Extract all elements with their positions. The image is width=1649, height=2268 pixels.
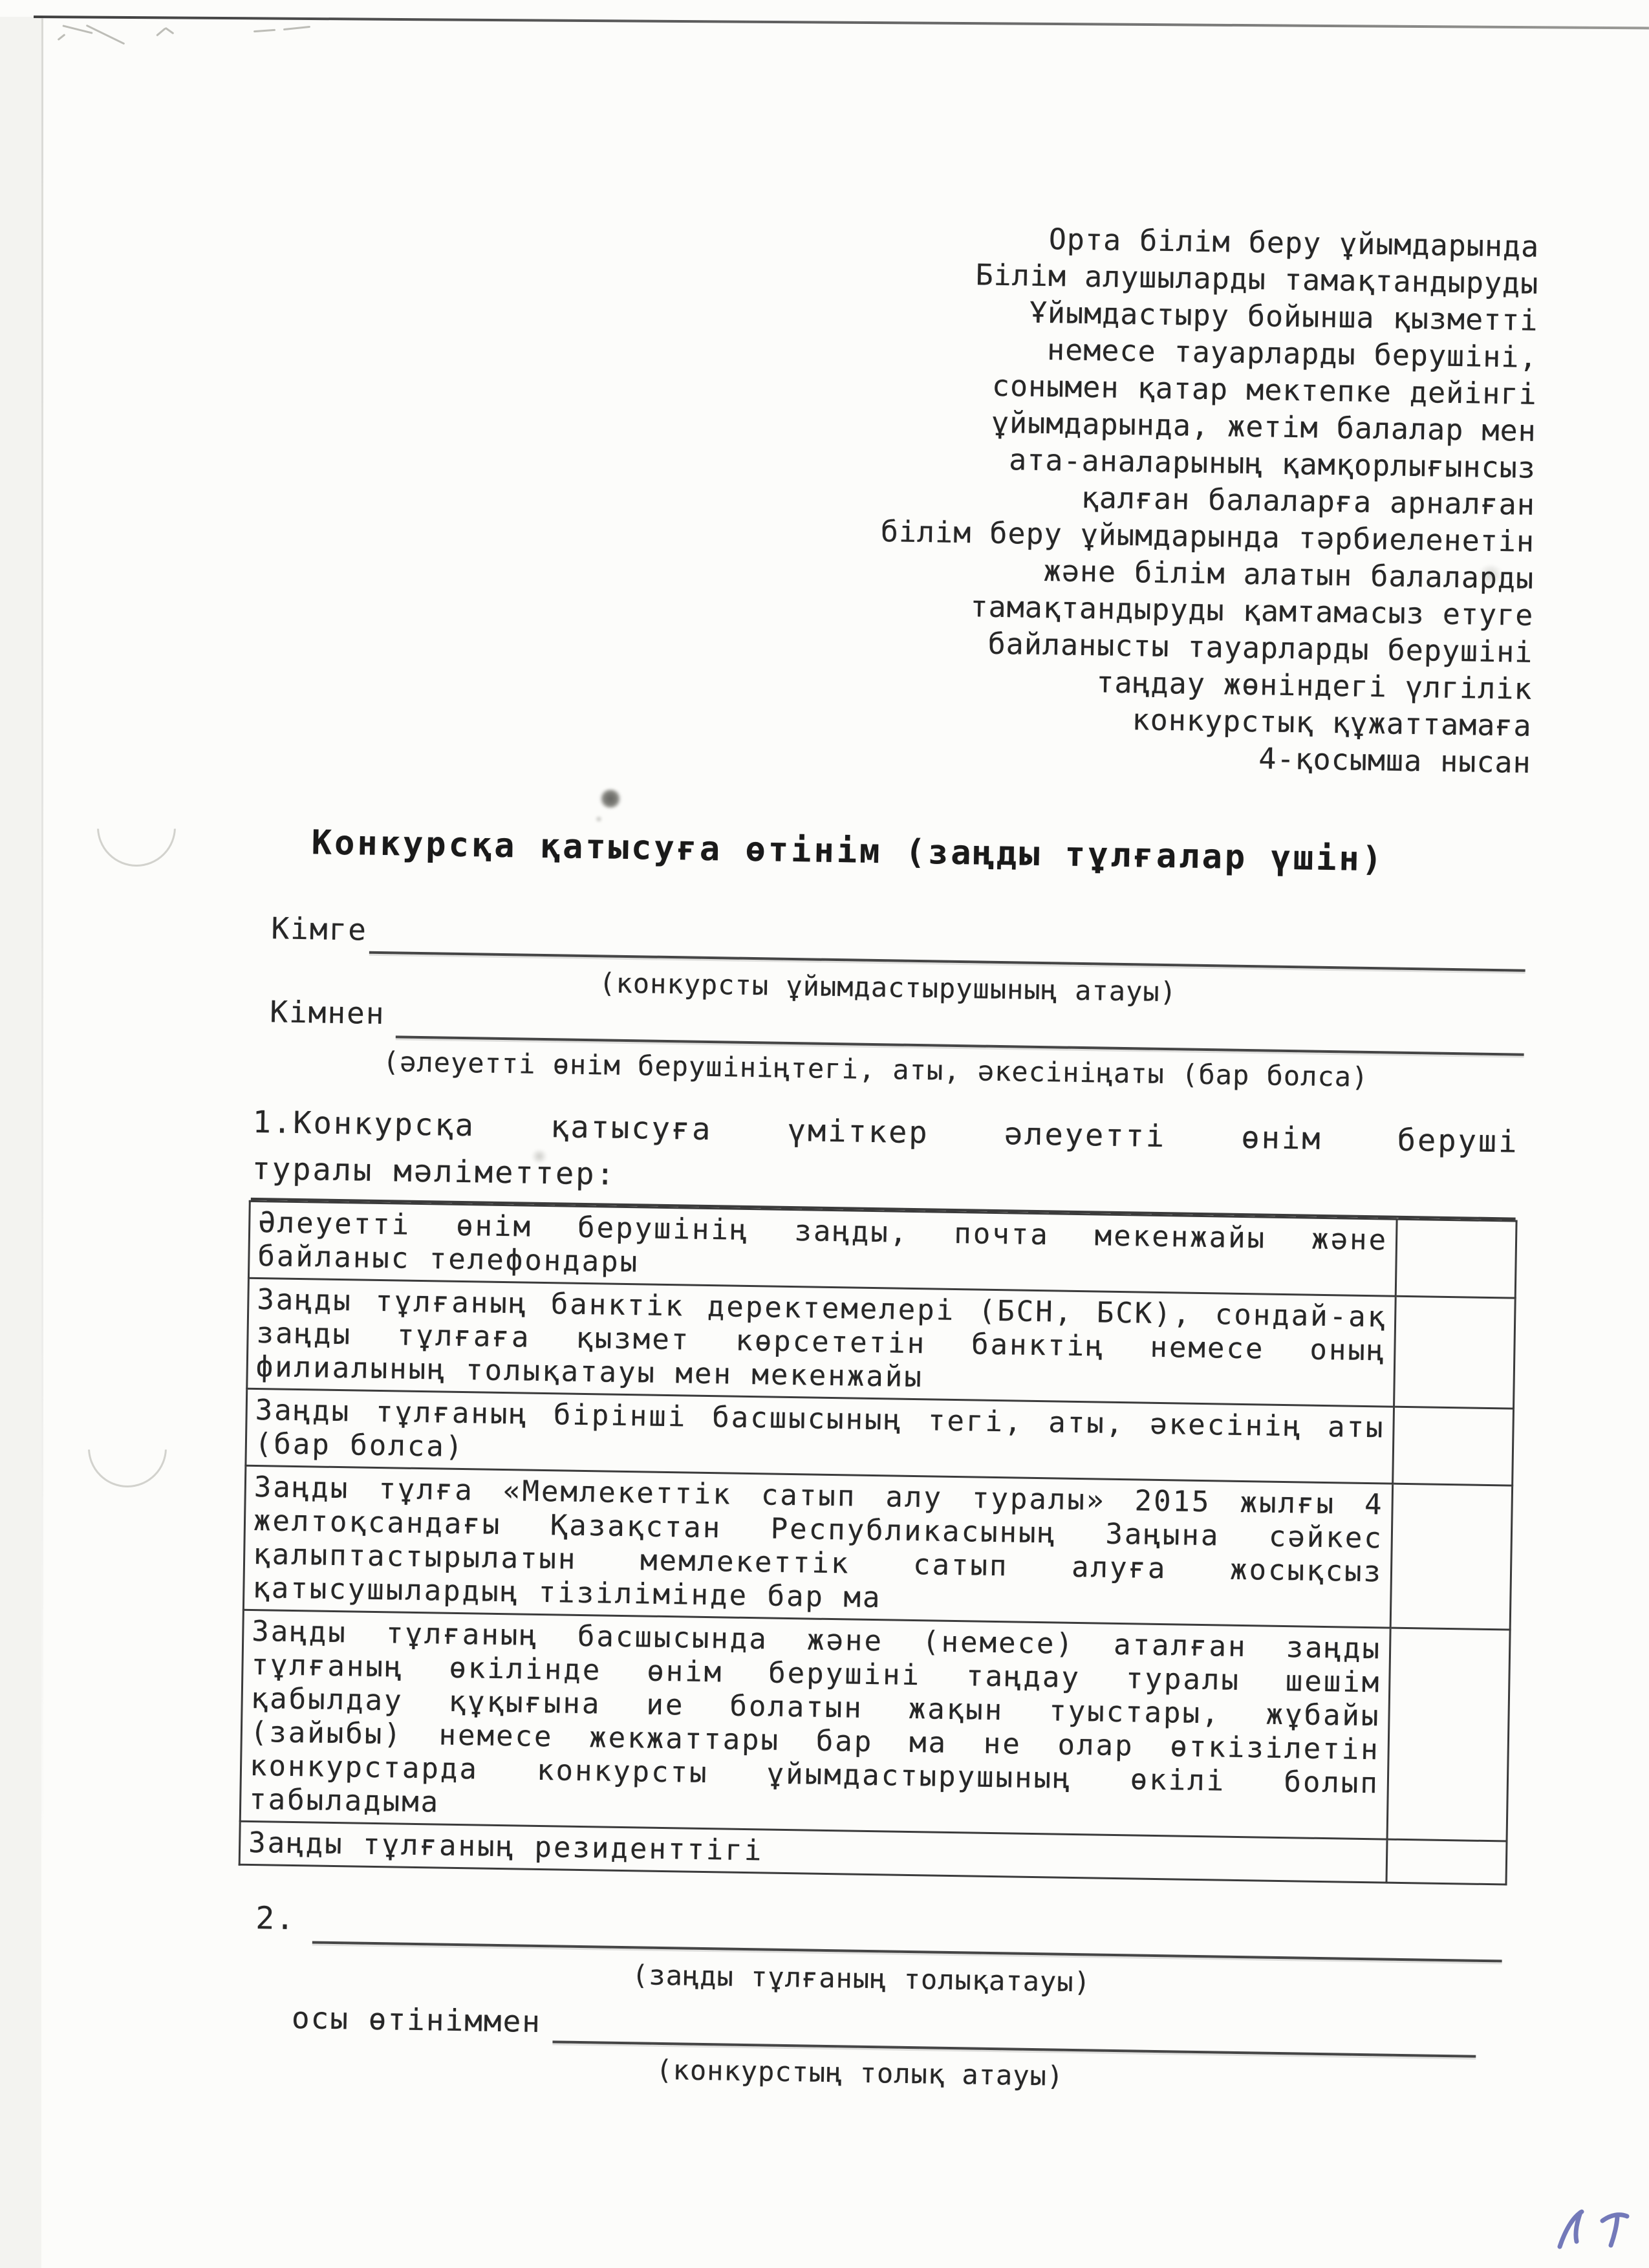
info-cell: Заңды тұлғаның банктік деректемелері (БСН, БСК), сондай-ақ заңды тұлғаға қызмет көрсететін банктің немесе оның филиалының толықатауы мен мекенжайы xyxy=(247,1278,1396,1407)
value-cell xyxy=(1394,1296,1516,1409)
reference-line: білім беру ұйымдарында тәрбиеленетін xyxy=(880,514,1535,559)
page-title: Конкурсқа қатысуға өтінім (заңды тұлғалар үшін) xyxy=(311,823,1385,880)
reference-line: тамақтандыруды қамтамасыз етуге xyxy=(970,589,1534,632)
section1-line2: туралы мәліметтер: xyxy=(252,1150,617,1193)
field-label-from: Кімнен xyxy=(269,994,385,1031)
field-caption-text: (заңды тұлғаның толықатауы) xyxy=(631,1959,1092,1998)
reference-line: Орта білім беру ұйымдарында xyxy=(1048,222,1540,264)
reference-line: қалған балаларға арналған xyxy=(1081,480,1536,522)
reference-line: таңдау жөніндегі үлгілік xyxy=(1095,665,1533,706)
reference-line: Білім алушыларды тамақтандыруды xyxy=(975,257,1539,301)
value-cell xyxy=(1393,1407,1514,1485)
field-label-to: Кімге xyxy=(271,911,368,947)
value-cell xyxy=(1396,1219,1516,1298)
info-cell: Заңды тұлға «Мемлекеттік сатып алу туралы» 2015 жылғы 4 желтоқсандағы Қазақстан Республикасының Заңына сәйкес қалыптастырылатын мемлекеттік сатып алуға жосықсыз қатысушылардың тізілімінде бар ма xyxy=(243,1465,1392,1628)
appendix-reference-block xyxy=(877,218,1540,781)
info-cell: Заңды тұлғаның басшысында және (немесе) аталған заңды тұлғаның өкілінде өнім берушіні таңдау туралы шешім қабылдау құқығына ие болатын жақын туыстары, жұбайы (зайыбы) немесе жекжаттары бар ма не олар өткізілетін конкурстарда конкурсты ұйымдастырушының өкілі болып табыладыма xyxy=(240,1610,1390,1839)
reference-line: ұйымдарында, жетім балалар мен xyxy=(991,405,1537,448)
statement-label: осы өтініммен xyxy=(291,2000,542,2040)
info-cell: Заңды тұлғаның резиденттігі xyxy=(239,1821,1387,1883)
info-cell: Әлеуетті өнім берушінің заңды, почта мекенжайы және байланыс телефондары xyxy=(248,1201,1397,1296)
field-caption-text: (конкурстың толық атауы) xyxy=(655,2053,1064,2092)
pen-mark xyxy=(1551,2204,1641,2258)
value-cell xyxy=(1387,1628,1510,1841)
section1-line1: 1.Конкурсқа қатысуға үміткер әлеуетті өнім беруші xyxy=(252,1104,1519,1160)
value-cell xyxy=(1386,1839,1507,1885)
field-caption-text: (әлеуетті өнім берушініңтегі, аты, әкесініңаты (бар болса) xyxy=(382,1046,1369,1093)
info-cell: Заңды тұлғаның бірінші басшысының тегі, аты, әкесінің аты (бар болса) xyxy=(246,1388,1394,1484)
table-row xyxy=(247,1278,1515,1409)
field-caption-text: (конкурсты ұйымдастырушының атауы) xyxy=(598,967,1178,1008)
reference-line: сонымен қатар мектепке дейінгі xyxy=(991,368,1538,411)
table-row xyxy=(243,1465,1512,1630)
field-caption-to xyxy=(257,962,1519,1013)
reference-line: 4-қосымша нысан xyxy=(1258,741,1532,780)
reference-line: байланысты тауарларды берушіні xyxy=(987,626,1533,669)
section2-number: 2. xyxy=(255,1900,296,1938)
entity-name-caption xyxy=(229,1952,1494,2004)
reference-line: Ұйымдастыру бойынша қызметті xyxy=(1029,295,1538,338)
reference-line: және білім алатын балаларды xyxy=(1043,554,1535,596)
table-row xyxy=(240,1610,1510,1841)
reference-line: конкурстық құжаттамаға xyxy=(1132,702,1533,743)
value-cell xyxy=(1390,1484,1512,1630)
reference-line: ата-аналарының қамқорлығынсыз xyxy=(1008,442,1536,485)
supplier-info-table xyxy=(239,1200,1518,1886)
section1-heading xyxy=(252,1099,1519,1213)
reference-line: немесе тауарларды берушіні, xyxy=(1046,332,1538,374)
